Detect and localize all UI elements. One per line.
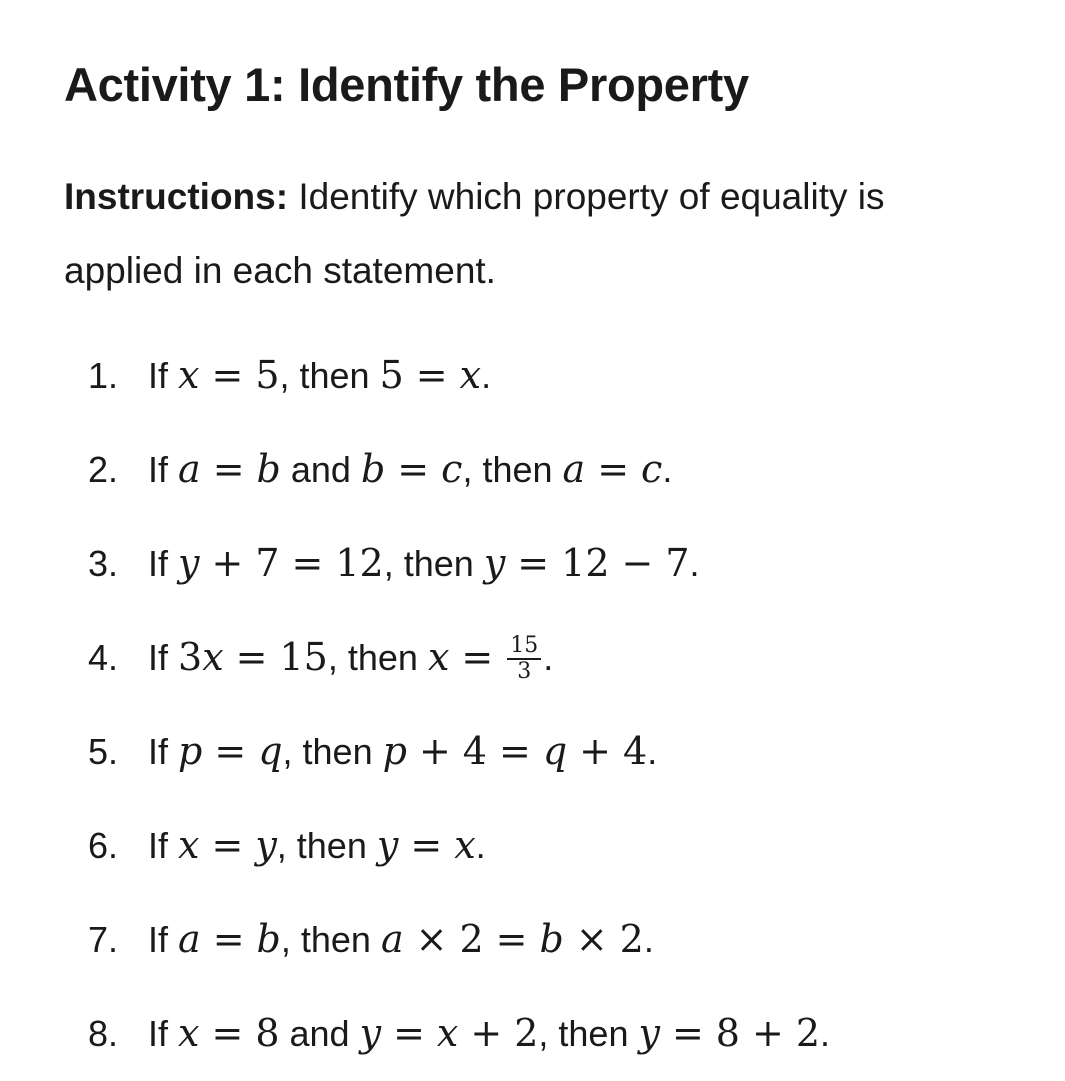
list-item xyxy=(64,422,1024,516)
page-title: Activity 1: Identify the Property xyxy=(64,58,749,111)
math-number: 2 xyxy=(619,917,644,961)
instructions-label: Instructions: xyxy=(64,176,289,217)
math-variable: y xyxy=(255,823,277,867)
math-number: 5 xyxy=(255,353,280,397)
statement xyxy=(148,986,830,1081)
math-variable: b xyxy=(256,917,281,961)
math-operator: × xyxy=(575,917,608,961)
math-variable: y xyxy=(178,541,200,585)
math-operator: + xyxy=(579,729,611,773)
math-operator: = xyxy=(397,447,430,491)
math-operator: = xyxy=(214,729,247,773)
math-operator: = xyxy=(235,635,268,679)
word: , then xyxy=(280,919,371,960)
list-item xyxy=(64,798,1024,892)
math-variable: b xyxy=(256,447,281,491)
word: , then xyxy=(282,731,373,772)
math-variable: c xyxy=(441,447,463,491)
word: and xyxy=(290,449,351,490)
word: , then xyxy=(462,449,553,490)
word: If xyxy=(148,731,169,772)
item-number: 2. xyxy=(88,449,119,490)
math-variable: q xyxy=(258,729,283,773)
math-variable: q xyxy=(542,729,568,773)
math-operator: + xyxy=(418,729,451,773)
math-operator: + xyxy=(470,1011,503,1055)
math-variable: a xyxy=(380,917,404,961)
word: If xyxy=(148,825,169,866)
word: , then xyxy=(538,1013,629,1054)
math-variable: x xyxy=(427,635,450,679)
math-operator: = xyxy=(415,353,448,397)
math-number: 2 xyxy=(514,1011,539,1055)
math-number: 12 xyxy=(335,541,384,585)
item-number: 5. xyxy=(88,731,119,772)
math-operator: = xyxy=(597,447,630,491)
statement xyxy=(148,610,553,705)
math-variable: x xyxy=(178,353,200,397)
math-variable: p xyxy=(178,729,203,773)
statement xyxy=(148,704,657,799)
math-operator: = xyxy=(393,1011,425,1055)
statement xyxy=(148,892,654,987)
word: , then xyxy=(276,825,367,866)
math-variable: a xyxy=(562,447,586,491)
list-item xyxy=(64,892,1024,986)
word: If xyxy=(148,355,169,396)
math-variable: x xyxy=(202,635,224,679)
punctuation: . xyxy=(820,1013,831,1054)
math-variable: x xyxy=(178,1011,200,1055)
math-variable: y xyxy=(359,1011,382,1055)
math-variable: x xyxy=(178,823,200,867)
activity-page xyxy=(64,52,1024,1080)
math-number: 12 xyxy=(561,541,610,585)
math-operator: = xyxy=(212,447,245,491)
statement xyxy=(148,516,700,611)
math-variable: y xyxy=(638,1011,660,1055)
math-number: 4 xyxy=(623,729,648,773)
instructions-paragraph xyxy=(64,160,1004,308)
math-operator: = xyxy=(517,541,550,585)
math-operator: = xyxy=(211,1011,244,1055)
math-operator: = xyxy=(212,917,245,961)
statement-list xyxy=(64,328,1024,1080)
math-variable: a xyxy=(178,917,201,961)
math-fraction xyxy=(507,634,541,684)
math-operator: = xyxy=(410,823,443,867)
math-variable: a xyxy=(178,447,201,491)
math-operator: + xyxy=(211,541,244,585)
math-operator: = xyxy=(211,823,244,867)
math-variable: x xyxy=(436,1011,459,1055)
fraction-denominator: 3 xyxy=(517,659,532,684)
math-number: 5 xyxy=(379,353,404,397)
item-number: 4. xyxy=(88,637,119,678)
list-item xyxy=(64,704,1024,798)
fraction-numerator: 15 xyxy=(507,634,541,660)
punctuation: . xyxy=(647,731,658,772)
word: If xyxy=(148,449,169,490)
list-item xyxy=(64,986,1024,1080)
math-variable: y xyxy=(376,823,399,867)
math-operator: = xyxy=(211,353,244,397)
statement xyxy=(148,422,672,517)
punctuation: . xyxy=(481,355,492,396)
math-number: 2 xyxy=(795,1011,821,1055)
statement xyxy=(148,798,486,893)
word: , then xyxy=(279,355,370,396)
math-operator: = xyxy=(461,635,494,679)
statement xyxy=(148,328,491,423)
instructions-text: Identify which property of equality is applied in each statement. xyxy=(64,176,885,291)
math-operator: = xyxy=(671,1011,704,1055)
math-variable: x xyxy=(459,353,482,397)
word: If xyxy=(148,1013,169,1054)
item-number: 7. xyxy=(88,919,119,960)
punctuation: . xyxy=(662,449,673,490)
item-number: 3. xyxy=(88,543,119,584)
math-number: 8 xyxy=(255,1011,280,1055)
item-number: 8. xyxy=(88,1013,119,1054)
math-number: 2 xyxy=(459,917,484,961)
item-number: 6. xyxy=(88,825,119,866)
punctuation: . xyxy=(543,637,554,678)
math-variable: b xyxy=(539,917,564,961)
punctuation: . xyxy=(689,543,700,584)
word: , then xyxy=(383,543,474,584)
list-item xyxy=(64,328,1024,422)
math-variable: y xyxy=(483,541,506,585)
math-number: 15 xyxy=(279,635,328,679)
punctuation: . xyxy=(475,825,486,866)
math-operator: = xyxy=(495,917,528,961)
word: If xyxy=(148,919,169,960)
math-operator: = xyxy=(291,541,324,585)
math-number: 7 xyxy=(665,541,690,585)
math-operator: − xyxy=(621,541,654,585)
math-number: 3 xyxy=(178,635,203,679)
word: If xyxy=(148,637,169,678)
math-variable: c xyxy=(641,447,663,491)
word: , then xyxy=(327,637,418,678)
list-item xyxy=(64,610,1024,704)
math-operator: × xyxy=(415,917,448,961)
math-operator: + xyxy=(751,1011,784,1055)
word: If xyxy=(148,543,169,584)
math-number: 4 xyxy=(462,729,487,773)
math-operator: = xyxy=(498,729,531,773)
math-variable: b xyxy=(360,447,386,491)
punctuation: . xyxy=(643,919,654,960)
math-number: 8 xyxy=(715,1011,740,1055)
item-number: 1. xyxy=(88,355,119,396)
word: and xyxy=(289,1013,350,1054)
math-variable: p xyxy=(382,729,407,773)
list-item xyxy=(64,516,1024,610)
math-number: 7 xyxy=(255,541,280,585)
math-variable: x xyxy=(454,823,476,867)
